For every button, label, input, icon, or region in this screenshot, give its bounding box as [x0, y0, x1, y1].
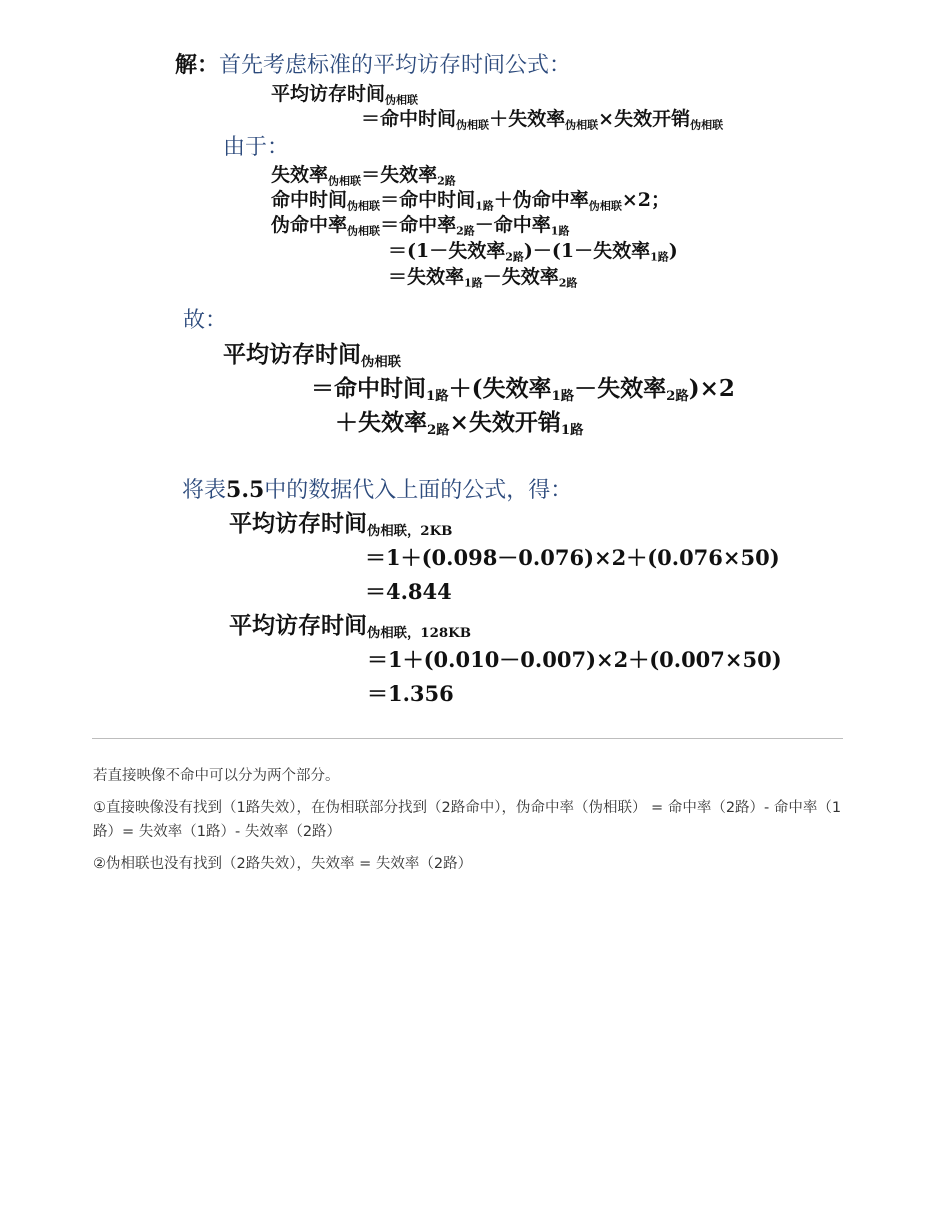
formula-line: ＝命中时间$_{1路}$＋(失效率$_{1路}$－失效率$_{2路}$)×2: [311, 375, 735, 404]
heading-text: 首先考虑标准的平均访存时间公式：: [219, 53, 572, 78]
note-paragraph: ②伪相联也没有找到（2路失效），失效率 = 失效率（2路）: [93, 856, 473, 872]
formula-line: ＝失效率$_{1路}$－失效率$_{2路}$: [388, 266, 578, 290]
divider: [92, 738, 843, 739]
solution-heading-3: 故：: [183, 308, 228, 333]
formula-line: ＋失效率$_{2路}$×失效开销$_{1路}$: [335, 409, 584, 438]
formula-line: 平均访存时间$_{伪相联}$: [223, 341, 401, 370]
solution-heading-4: 将表5.5中的数据代入上面的公式，得：: [182, 477, 573, 503]
formula-line: ＝(1－失效率$_{2路}$)－(1－失效率$_{1路}$): [388, 240, 678, 264]
calc-label: 平均访存时间$_{伪相联,128KB}$: [229, 612, 471, 641]
formula-line: 平均访存时间$_{伪相联}$: [271, 83, 419, 107]
formula-line: ＝命中时间$_{伪相联}$＋失效率$_{伪相联}$×失效开销$_{伪相联}$: [361, 108, 724, 132]
calc-label: 平均访存时间$_{伪相联,2KB}$: [229, 510, 453, 539]
formula-line: 失效率$_{伪相联}$＝失效率$_{2路}$: [271, 164, 456, 188]
formula-line: 伪命中率$_{伪相联}$＝命中率$_{2路}$－命中率$_{1路}$: [271, 214, 570, 238]
calc-result: ＝4.844: [365, 579, 452, 604]
formula-line: 命中时间$_{伪相联}$＝命中时间$_{1路}$＋伪命中率$_{伪相联}$×2；: [271, 189, 670, 213]
calc-expression: ＝1＋(0.098－0.076)×2＋(0.076×50): [365, 545, 780, 570]
solution-heading-1: [175, 54, 571, 77]
calc-expression: ＝1＋(0.010－0.007)×2＋(0.007×50): [367, 647, 782, 672]
solution-label: 解：: [175, 52, 220, 78]
note-paragraph: ①直接映像没有找到（1路失效），在伪相联部分找到（2路命中），伪命中率（伪相联） = 命中率（2路）- 命中率（1路）= 失效率（1路）- 失效率（2路）: [93, 800, 842, 840]
calc-result: ＝1.356: [367, 681, 454, 706]
solution-heading-2: 由于：: [223, 135, 290, 160]
note-paragraph: 若直接映像不命中可以分为两个部分。: [93, 768, 340, 784]
